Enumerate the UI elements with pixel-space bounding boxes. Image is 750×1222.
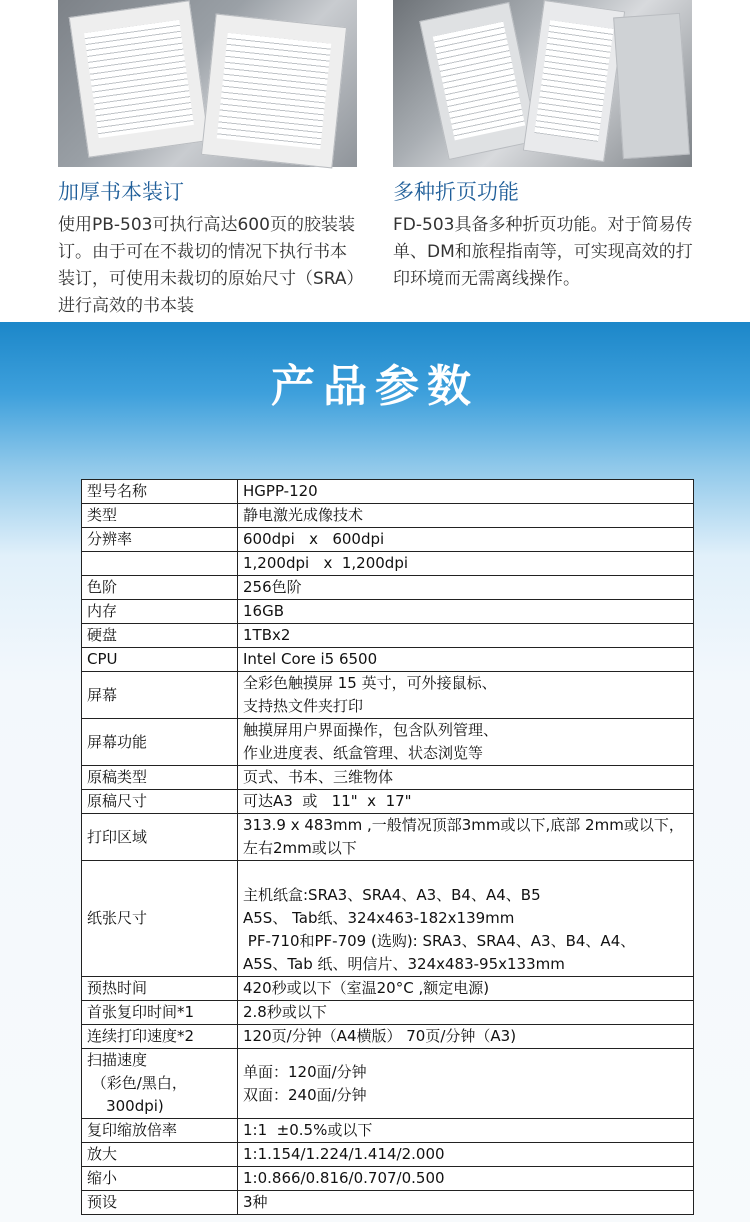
spec-row bbox=[82, 766, 694, 790]
feature-section bbox=[0, 0, 750, 322]
spec-value: 1,200dpi x 1,200dpi bbox=[238, 552, 694, 576]
spec-key: 内存 bbox=[82, 600, 238, 624]
spec-value: 可达A3 或 11" x 17" bbox=[238, 790, 694, 814]
spec-row bbox=[82, 1167, 694, 1191]
spec-value: 1:1.154/1.224/1.414/2.000 bbox=[238, 1143, 694, 1167]
spec-row bbox=[82, 719, 694, 766]
spec-row bbox=[82, 977, 694, 1001]
spec-row bbox=[82, 1001, 694, 1025]
feature-text-bookbinding: 使用PB-503可执行高达600页的胶装装订。由于可在不裁切的情况下执行书本装订，可使用未裁切的原始尺寸（SRA）进行高效的书本装 bbox=[58, 215, 356, 316]
spec-key: 预热时间 bbox=[82, 977, 238, 1001]
spec-value: HGPP-120 bbox=[238, 480, 694, 504]
spec-value: 单面：120面/分钟 双面：240面/分钟 bbox=[238, 1049, 694, 1119]
spec-value: 触摸屏用户界面操作，包含队列管理、 作业进度表、纸盒管理、状态浏览等 bbox=[238, 719, 694, 766]
spec-value: Intel Core i5 6500 bbox=[238, 648, 694, 672]
folding-photo bbox=[393, 0, 692, 167]
spec-key: 屏幕 bbox=[82, 672, 238, 719]
feature-text-folding: FD-503具备多种折页功能。对于简易传单、DM和旅程指南等，可实现高效的打印环境而无需离线操作。 bbox=[393, 215, 693, 289]
spec-table bbox=[81, 479, 694, 1215]
spec-row bbox=[82, 1119, 694, 1143]
spec-key: 原稿类型 bbox=[82, 766, 238, 790]
spec-row bbox=[82, 648, 694, 672]
spec-row bbox=[82, 1025, 694, 1049]
spec-value: 120页/分钟（A4横版） 70页/分钟（A3) bbox=[238, 1025, 694, 1049]
spec-row bbox=[82, 600, 694, 624]
spec-key: 首张复印时间*1 bbox=[82, 1001, 238, 1025]
spec-key: 放大 bbox=[82, 1143, 238, 1167]
spec-value: 420秒或以下（室温20°C ,额定电源) bbox=[238, 977, 694, 1001]
spec-row bbox=[82, 480, 694, 504]
spec-key: 扫描速度 （彩色/黑白， 300dpi) bbox=[82, 1049, 238, 1119]
spec-key: 连续打印速度*2 bbox=[82, 1025, 238, 1049]
spec-key: 纸张尺寸 bbox=[82, 861, 238, 977]
spec-value: 2.8秒或以下 bbox=[238, 1001, 694, 1025]
spec-row bbox=[82, 552, 694, 576]
spec-key: 分辨率 bbox=[82, 528, 238, 552]
spec-value: 600dpi x 600dpi bbox=[238, 528, 694, 552]
spec-key: 缩小 bbox=[82, 1167, 238, 1191]
spec-key: 预设 bbox=[82, 1191, 238, 1215]
spec-value: 16GB bbox=[238, 600, 694, 624]
spec-row bbox=[82, 790, 694, 814]
spec-key: 原稿尺寸 bbox=[82, 790, 238, 814]
spec-row bbox=[82, 624, 694, 648]
spec-row bbox=[82, 576, 694, 600]
spec-key: 打印区域 bbox=[82, 814, 238, 861]
spec-value: 313.9 x 483mm ,一般情况顶部3mm或以下,底部 2mm或以下，左右2mm或以下 bbox=[238, 814, 694, 861]
spec-key: 屏幕功能 bbox=[82, 719, 238, 766]
spec-row bbox=[82, 672, 694, 719]
spec-key bbox=[82, 552, 238, 576]
spec-value: 全彩色触摸屏 15 英寸，可外接鼠标、 支持热文件夹打印 bbox=[238, 672, 694, 719]
spec-row bbox=[82, 861, 694, 977]
spec-row bbox=[82, 528, 694, 552]
spec-value: 1:0.866/0.816/0.707/0.500 bbox=[238, 1167, 694, 1191]
bookbinding-photo bbox=[58, 0, 357, 167]
spec-row bbox=[82, 504, 694, 528]
spec-key: 型号名称 bbox=[82, 480, 238, 504]
spec-value: 页式、书本、三维物体 bbox=[238, 766, 694, 790]
spec-value: 静电激光成像技术 bbox=[238, 504, 694, 528]
spec-row bbox=[82, 1191, 694, 1215]
spec-value: 1TBx2 bbox=[238, 624, 694, 648]
spec-key: 复印缩放倍率 bbox=[82, 1119, 238, 1143]
spec-key: 类型 bbox=[82, 504, 238, 528]
spec-value: 3种 bbox=[238, 1191, 694, 1215]
spec-row bbox=[82, 814, 694, 861]
feature-title-bookbinding: 加厚书本装订 bbox=[58, 180, 184, 204]
spec-key: CPU bbox=[82, 648, 238, 672]
spec-value: 1:1 ±0.5%或以下 bbox=[238, 1119, 694, 1143]
spec-value: 256色阶 bbox=[238, 576, 694, 600]
section-title: 产品参数 bbox=[271, 361, 479, 412]
spec-key: 色阶 bbox=[82, 576, 238, 600]
spec-row bbox=[82, 1049, 694, 1119]
spec-key: 硬盘 bbox=[82, 624, 238, 648]
spec-row bbox=[82, 1143, 694, 1167]
spec-value: 主机纸盒:SRA3、SRA4、A3、B4、A4、B5 A5S、 Tab纸、324x463-182x139mm PF-710和PF-709 (选购): SRA3、SRA4、A3、B4、A4、 A5S、Tab 纸、明信片、324x483-95x133mm bbox=[238, 861, 694, 977]
feature-title-folding: 多种折页功能 bbox=[393, 180, 519, 204]
